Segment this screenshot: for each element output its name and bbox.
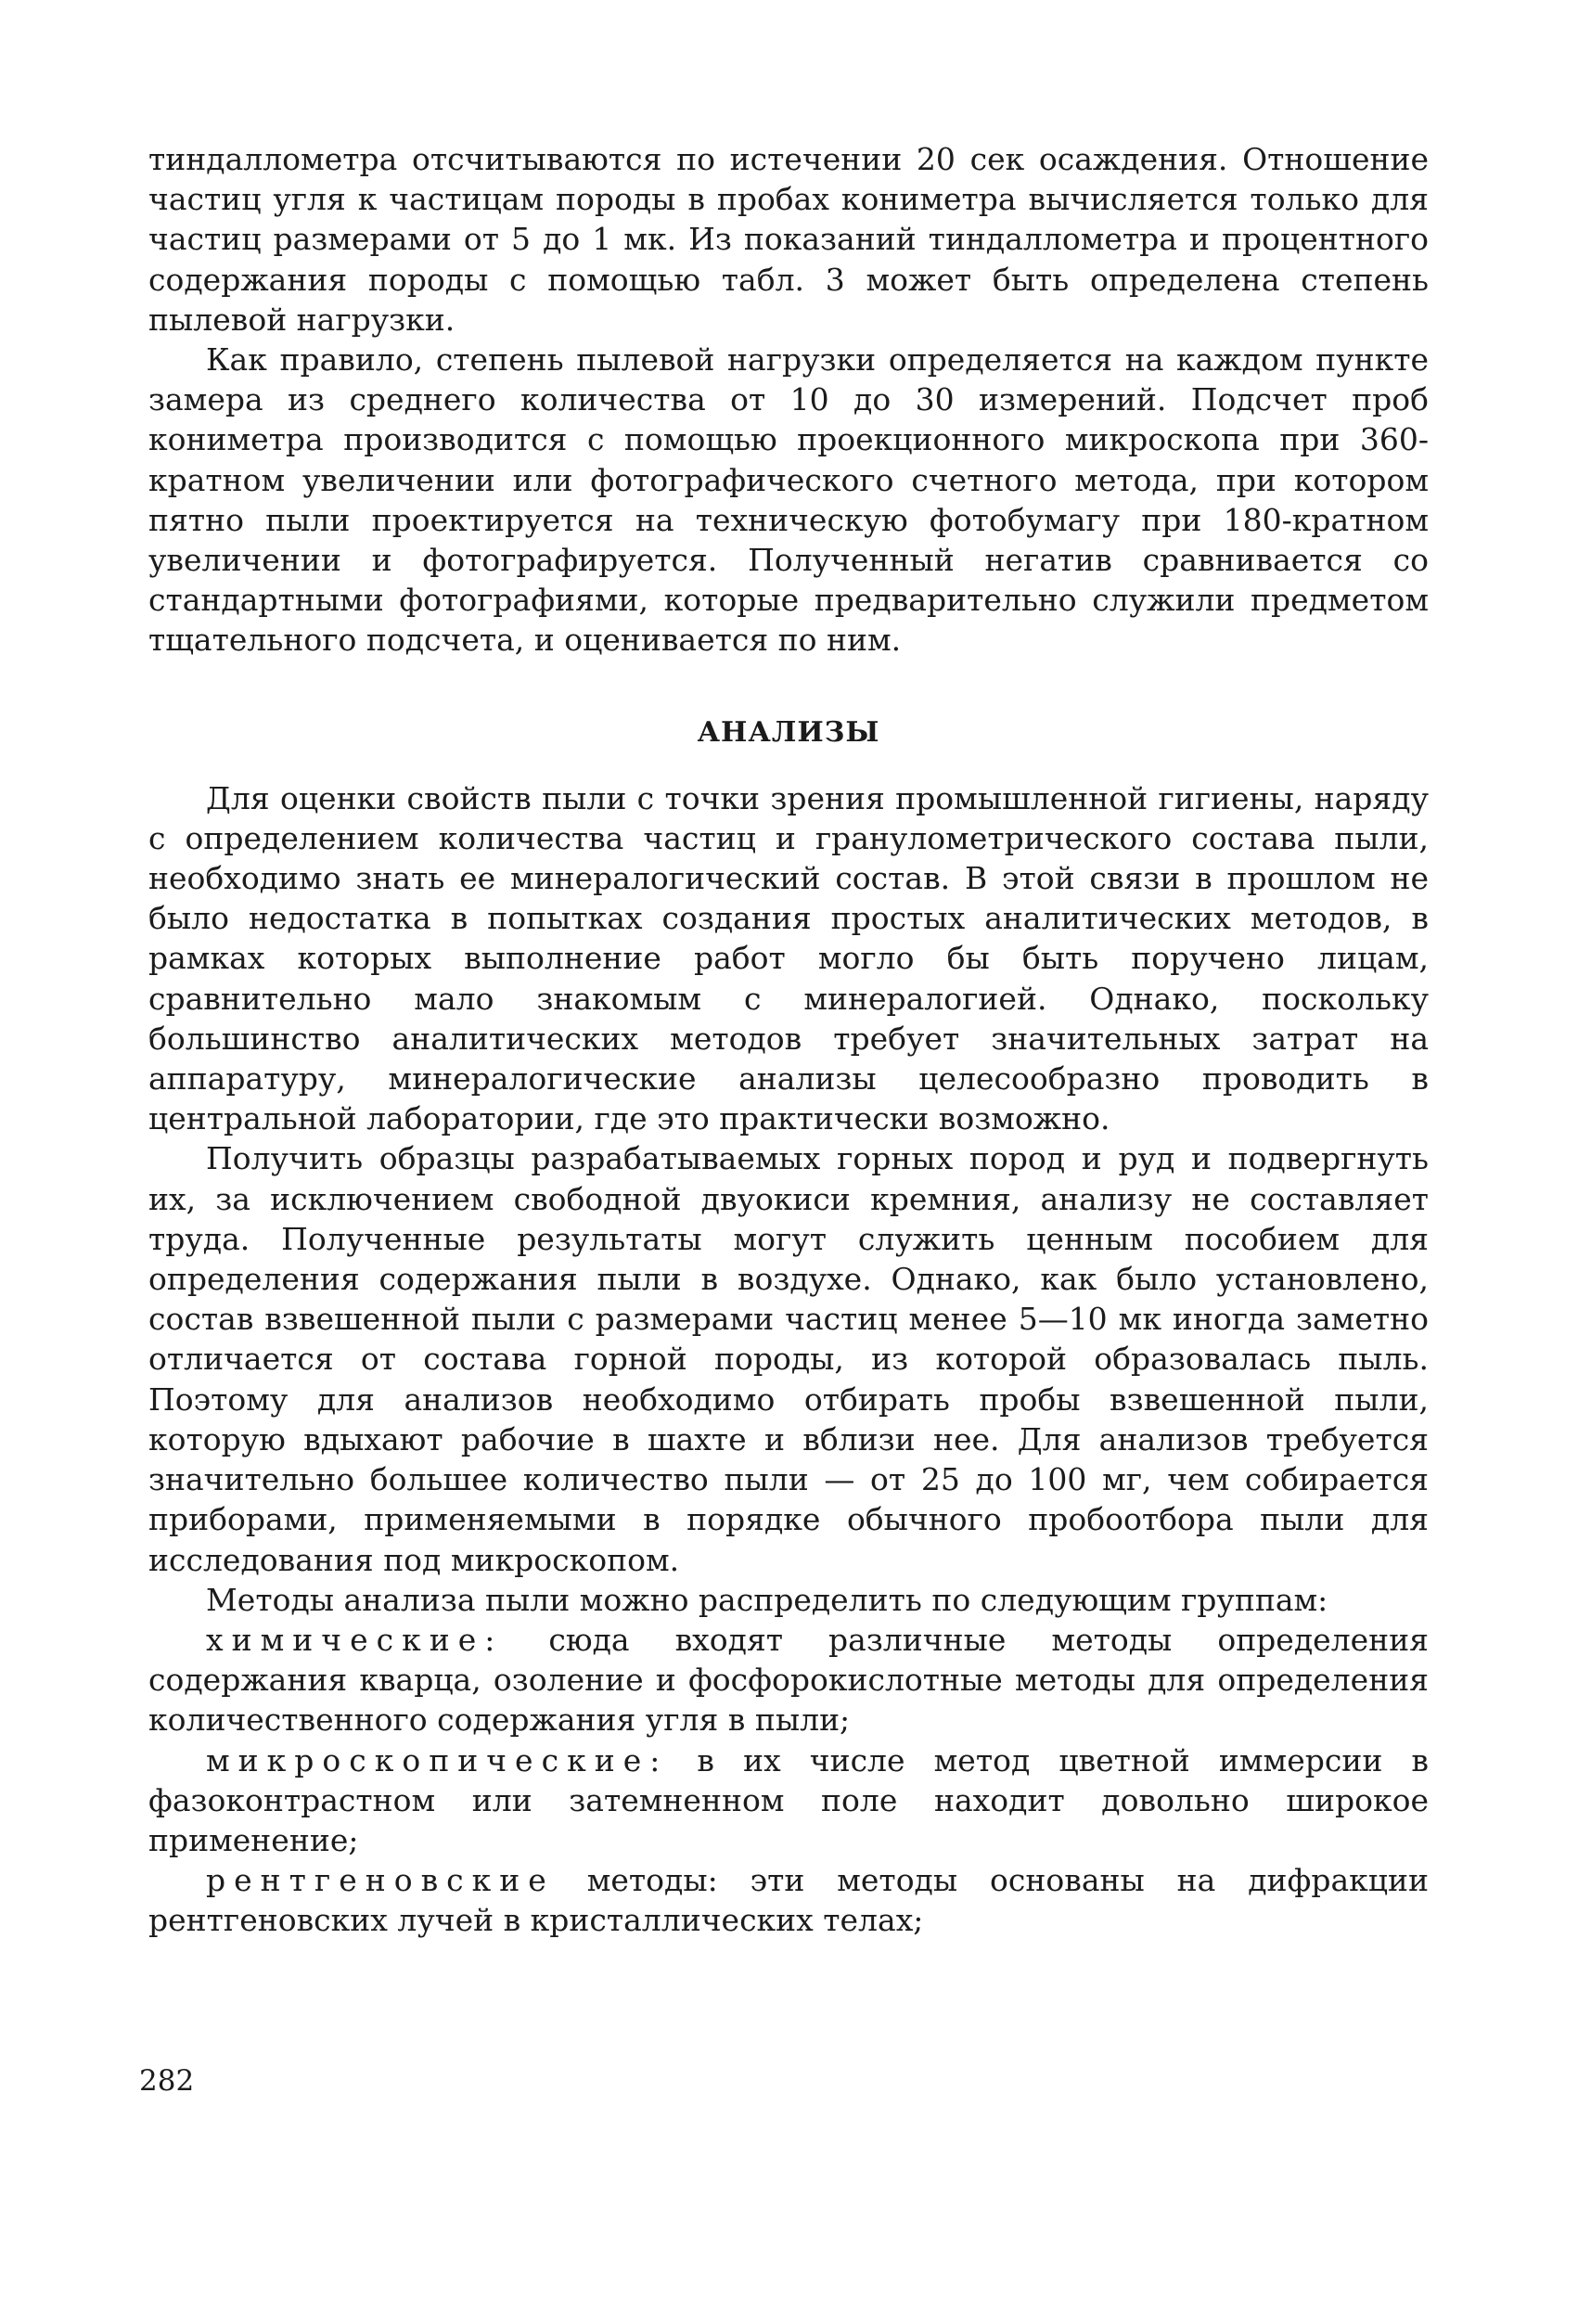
paragraph-method-groups: Методы анализа пыли можно распределить по следующим группам: xyxy=(206,1581,1328,1618)
paragraph-analysis-intro: Для оценки свойств пыли с точки зрения промышленной гигиены, наряду с определением количества частиц и гранулометрического состава пыли, необходимо знать ее минералогический состав. В этой связи в прошлом не было недостатка в попытках создания простых аналитических методов, в рамках которых выполнение работ могло бы быть поручено лицам, сравнительно мало знакомым с минералогией. Однако, поскольку большинство аналитических методов требует значительных затрат на аппаратуру, минералогические анализы целесообразно проводить в центральной лаборатории, где это практически возможно. xyxy=(148,779,1429,1137)
method-group-chemical xyxy=(148,1620,1429,1740)
paragraph-continuation: тиндаллометра отсчитываются по истечении 20 сек осаждения. Отношение частиц угля к частицам породы в пробах кониметра вычисляется только для частиц размерами от 5 до 1 мк. Из показаний тиндаллометра и процентного содержания породы с помощью табл. 3 может быть определена степень пылевой нагрузки. xyxy=(148,141,1429,338)
method-group-xray xyxy=(148,1860,1429,1940)
paragraph-samples: Получить образцы разрабатываемых горных пород и руд и подвергнуть их, за исключением свободной двуокиси кремния, анализу не составляет труда. Полученные результаты могут служить ценным пособием для определения содержания пыли в воздухе. Однако, как было установлено, состав взвешенной пыли с размерами частиц менее 5—10 мк иногда заметно отличается от состава горной породы, из которой образовалась пыль. Поэтому для анализов необходимо отбирать пробы взвешенной пыли, которую вдыхают рабочие в шахте и вблизи нее. Для анализов требуется значительно большее количество пыли — от 25 до 100 мг, чем собирается приборами, применяемыми в порядке обычного пробоотбора пыли для исследования под микроскопом. xyxy=(148,1140,1429,1578)
section-heading: АНАЛИЗЫ xyxy=(697,715,880,749)
page-body xyxy=(148,139,1429,1941)
method-group-text: в их числе метод цветной иммерсии в фазоконтрастном или затемненном поле находит довольно широкое применение; xyxy=(148,1741,1429,1858)
method-group-microscopic xyxy=(148,1740,1429,1861)
method-group-text: методы: эти методы основаны на дифракции рентгеновских лучей в кристаллических телах; xyxy=(148,1862,1429,1939)
method-group-term: химические: xyxy=(206,1621,504,1658)
page-number: 282 xyxy=(139,2064,195,2098)
method-group-text: сюда входят различные методы определения содержания кварца, озоление и фосфорокислотные методы для определения количественного содержания угля в пыли; xyxy=(148,1621,1429,1739)
method-group-term: микроскопические: xyxy=(206,1741,669,1778)
paragraph-measurement: Как правило, степень пылевой нагрузки определяется на каждом пункте замера из среднего количества от 10 до 30 измерений. Подсчет проб кониметра производится с помощью проекционного микроскопа при 360-кратном увеличении или фотографического счетного метода, при котором пятно пыли проектируется на техническую фотобумагу при 180-кратном увеличении и фотографируется. Полученный негатив сравнивается со стандартными фотографиями, которые предварительно служили предметом тщательного подсчета, и оценивается по ним. xyxy=(148,341,1429,659)
method-group-term: рентгеновские xyxy=(206,1862,555,1899)
